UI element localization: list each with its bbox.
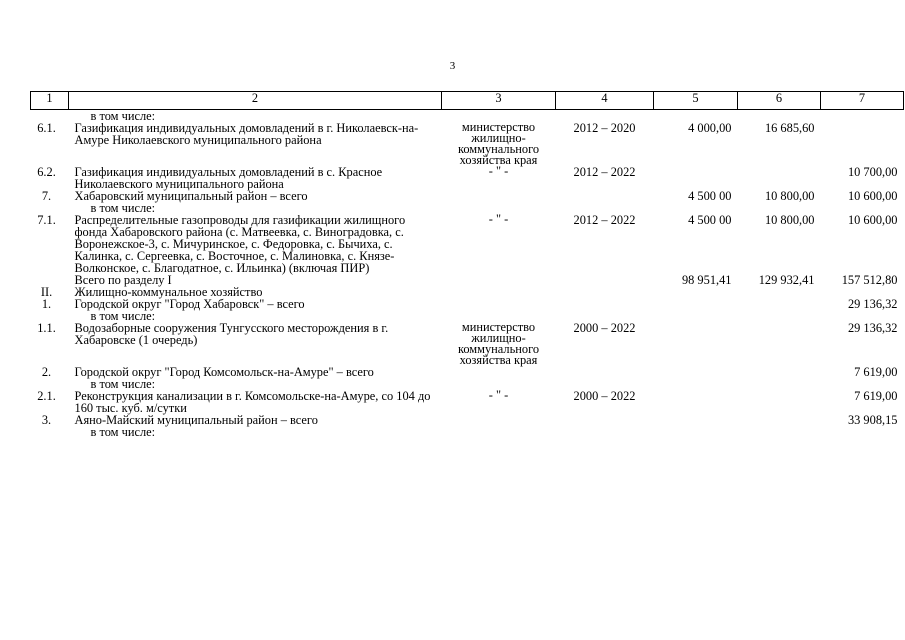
row-value-col6 [738, 286, 821, 298]
row-number: 1. [41, 297, 52, 311]
row-value-col5 [654, 286, 738, 298]
table-row [31, 298, 904, 310]
row-number: 6.1. [37, 121, 56, 135]
table-row [31, 390, 904, 414]
row-value-col5: 98 951,41 [681, 273, 732, 287]
column-header: 4 [556, 92, 654, 110]
row-term: 2000 – 2022 [573, 321, 636, 335]
row-value-col7: 10 600,00 [847, 189, 898, 203]
row-term: 2012 – 2022 [573, 165, 636, 179]
row-value-col7: 157 512,80 [841, 273, 898, 287]
row-value-col6 [738, 322, 821, 366]
row-value-col6 [738, 310, 821, 322]
row-value-col5 [654, 390, 738, 414]
table-row [31, 214, 904, 274]
row-value-col7: 29 136,32 [847, 321, 898, 335]
row-value-col5 [654, 298, 738, 310]
row-value-col7: 7 619,00 [854, 365, 898, 379]
row-value-col6 [738, 414, 821, 426]
column-header: 1 [31, 92, 69, 110]
row-executor: - " - [488, 212, 509, 226]
row-value-col6: 10 800,00 [764, 213, 815, 227]
row-value-col6 [738, 166, 821, 190]
row-term: 2012 – 2022 [573, 213, 636, 227]
row-number: II. [40, 285, 53, 299]
row-value-col5 [654, 426, 738, 438]
row-value-col5 [654, 378, 738, 390]
row-value-col6 [738, 390, 821, 414]
row-term: 2000 – 2022 [573, 389, 636, 403]
row-value-col7 [821, 110, 904, 123]
table-row [31, 166, 904, 190]
row-value-col6 [738, 366, 821, 378]
column-header: 2 [69, 92, 442, 110]
row-name: в том числе: [90, 377, 156, 391]
row-term [556, 426, 654, 438]
row-number: 3. [41, 413, 52, 427]
row-value-col5 [654, 366, 738, 378]
row-name: Всего по разделу I [74, 273, 172, 287]
row-name: Газификация индивидуальных домовладений в с. Красное Николаевского муниципального района [74, 165, 383, 191]
row-executor: - " - [488, 164, 509, 178]
row-value-col6 [738, 298, 821, 310]
row-term [556, 298, 654, 310]
row-value-col5: 4 000,00 [688, 121, 732, 135]
row-executor: - " - [488, 388, 509, 402]
table-row [31, 414, 904, 426]
row-value-col6: 129 932,41 [758, 273, 815, 287]
table-row [31, 426, 904, 438]
row-number: 2. [41, 365, 52, 379]
row-name: в том числе: [90, 109, 156, 123]
row-value-col7: 10 700,00 [847, 165, 898, 179]
table-row [31, 122, 904, 166]
row-executor [442, 190, 556, 202]
row-value-col7: 33 908,15 [847, 413, 898, 427]
row-term [556, 414, 654, 426]
row-name: Хабаровский муниципальный район – всего [74, 189, 308, 203]
row-value-col5 [654, 322, 738, 366]
column-header: 3 [442, 92, 556, 110]
row-name: Городской округ "Город Комсомольск-на-Амуре" – всего [74, 365, 374, 379]
row-number: 6.2. [37, 165, 56, 179]
row-executor [442, 298, 556, 310]
row-value-col5 [654, 414, 738, 426]
row-value-col5: 4 500 00 [688, 213, 732, 227]
table-row [31, 190, 904, 202]
row-value-col7 [821, 426, 904, 438]
row-value-col6 [738, 378, 821, 390]
row-number: 7.1. [37, 213, 56, 227]
row-executor [442, 366, 556, 378]
row-name: в том числе: [90, 425, 156, 439]
row-name: в том числе: [90, 309, 156, 323]
page-number: 3 [449, 60, 456, 72]
row-executor [442, 274, 556, 286]
row-name: Распределительные газопроводы для газификации жилищного фонда Хабаровского района (с. Матвеевка, с. Виноградовка, с. Воронежское-3, с. Мичуринское, с. Федоровка, с. Бычиха, с. Калинка, с. Сергеевка, с. Восточное, с. Малиновка, с. Князе-Волконское, с. Благодатное, с. Ильинка) (включая ПИР) [74, 213, 406, 275]
program-table [30, 91, 904, 438]
row-name: Реконструкция канализации в г. Комсомольске-на-Амуре, со 104 до 160 тыс. куб. м/сутки [74, 389, 431, 415]
row-number: 7. [41, 189, 52, 203]
row-value-col7: 7 619,00 [854, 389, 898, 403]
column-header: 5 [654, 92, 738, 110]
row-value-col5: 4 500 00 [688, 189, 732, 203]
column-header: 6 [738, 92, 821, 110]
row-term [556, 286, 654, 298]
table-row [31, 366, 904, 378]
row-value-col5 [654, 166, 738, 190]
row-value-col5 [654, 310, 738, 322]
header-row [31, 92, 904, 110]
row-term [556, 366, 654, 378]
row-value-col7 [821, 122, 904, 166]
column-header: 7 [821, 92, 904, 110]
row-value-col7: 29 136,32 [847, 297, 898, 311]
row-value-col6 [738, 426, 821, 438]
row-executor: министерство жилищно-коммунального хозяйства края [457, 120, 540, 167]
table-row [31, 322, 904, 366]
row-executor: министерство жилищно-коммунального хозяйства края [457, 320, 540, 367]
row-name: Газификация индивидуальных домовладений в г. Николаевск-на-Амуре Николаевского муниципального района [74, 121, 419, 147]
row-number [31, 426, 69, 438]
row-executor [442, 414, 556, 426]
row-name: Городской округ "Город Хабаровск" – всего [74, 297, 305, 311]
row-executor [442, 286, 556, 298]
row-name: Аяно-Майский муниципальный район – всего [74, 413, 318, 427]
row-value-col6: 10 800,00 [764, 189, 815, 203]
row-executor [442, 426, 556, 438]
row-term: 2012 – 2020 [573, 121, 636, 135]
row-value-col6: 16 685,60 [764, 121, 815, 135]
row-name: Водозаборные сооружения Тунгусского месторождения в г. Хабаровске (1 очередь) [74, 321, 389, 347]
row-value-col7: 10 600,00 [847, 213, 898, 227]
row-number: 1.1. [37, 321, 56, 335]
row-term [556, 190, 654, 202]
row-term [556, 274, 654, 286]
row-name: в том числе: [90, 201, 156, 215]
row-name: Жилищно-коммунальное хозяйство [74, 285, 263, 299]
row-number: 2.1. [37, 389, 56, 403]
